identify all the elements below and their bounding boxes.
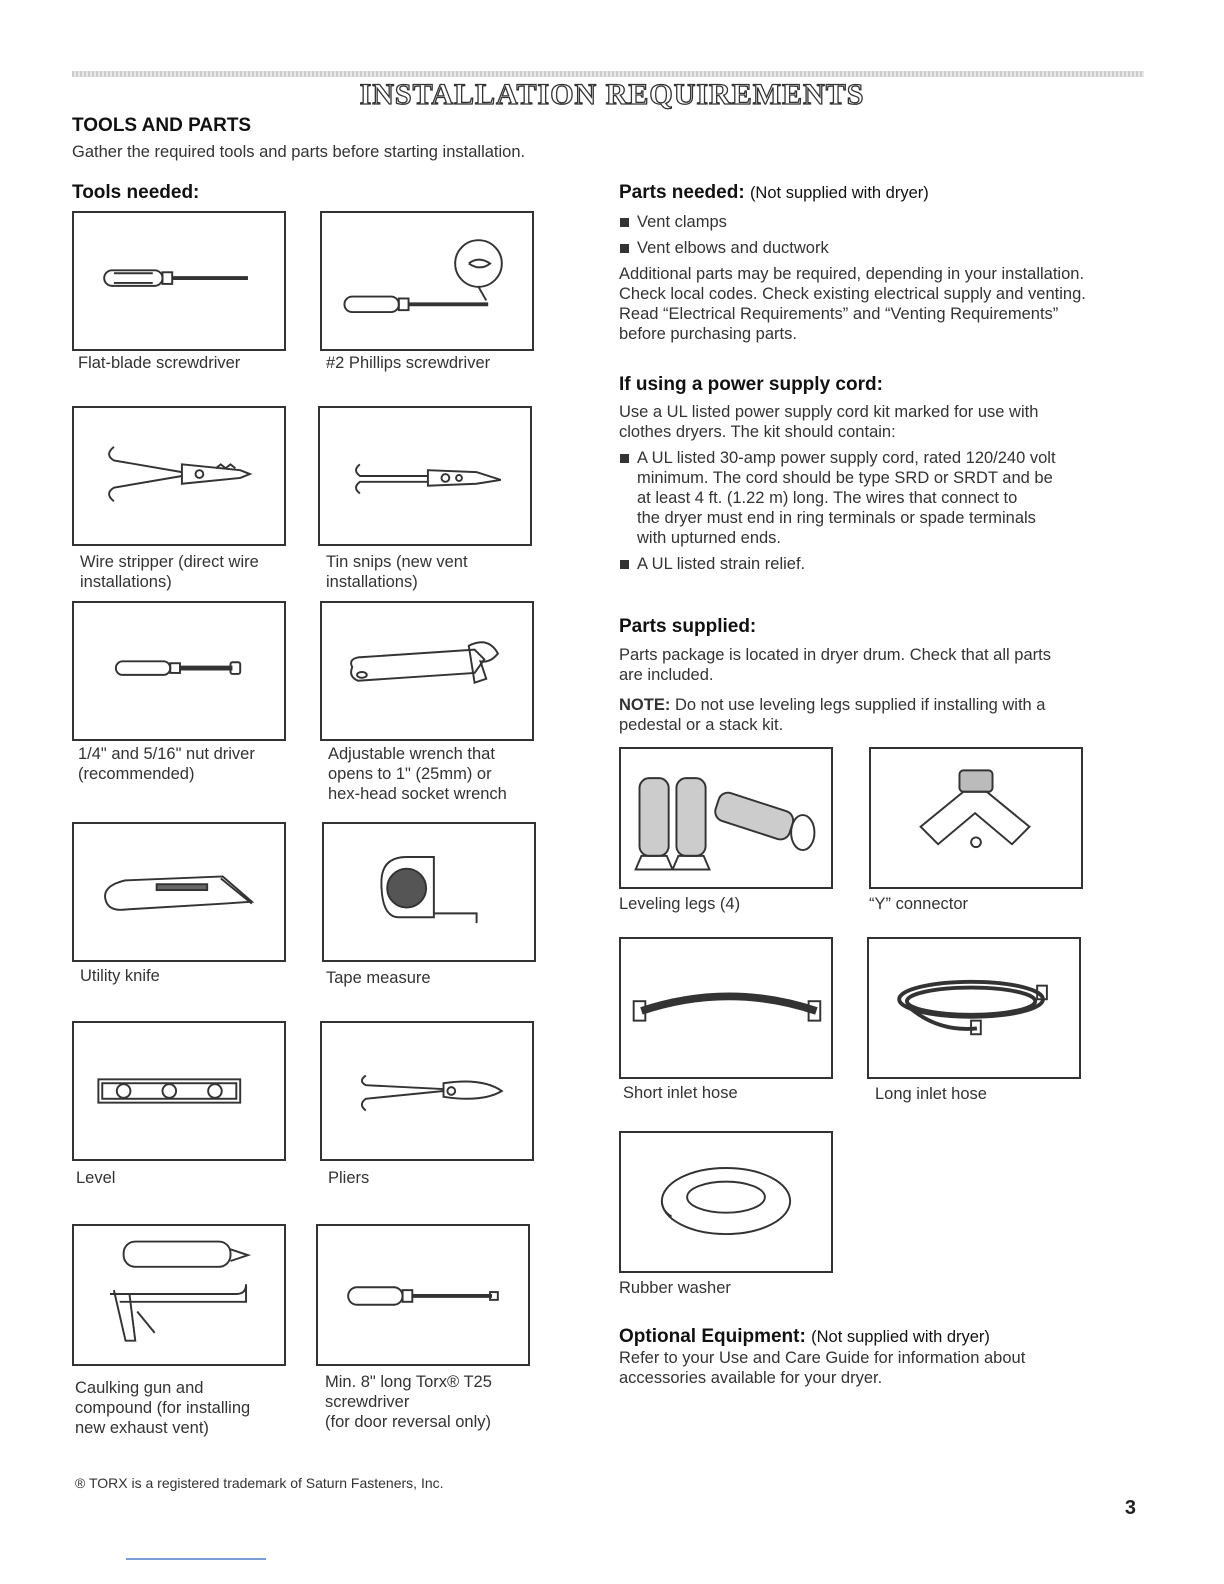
tape-measure-icon: [322, 822, 536, 962]
divider: [126, 1558, 266, 1560]
leveling-legs-icon: [619, 747, 833, 889]
tool-caption: Flat-blade screwdriver: [78, 354, 241, 372]
tin-snips-icon: [318, 406, 532, 546]
y-connector-icon: [869, 747, 1083, 889]
page-number: 3: [1124, 1497, 1136, 1519]
list-item: A UL listed 30-amp power supply cord, rated 120/240 volt minimum. The cord should be type SRD or SRDT and be at least 4 ft. (1.22 m) long. The wires that connect to the dryer must end in ring terminals or spade terminals with upturned ends.: [619, 448, 1139, 548]
tool-caption: Wire stripper (direct wire installations): [80, 553, 259, 591]
torx-screwdriver-icon: [316, 1224, 530, 1366]
part-caption: Short inlet hose: [623, 1084, 738, 1102]
tools-needed-heading: Tools needed:: [72, 182, 200, 203]
tools-and-parts-intro: Gather the required tools and parts before starting installation.: [72, 143, 526, 161]
tool-caption: Level: [76, 1169, 116, 1187]
utility-knife-icon: [72, 822, 286, 962]
pliers-icon: [320, 1021, 534, 1161]
list-item: A UL listed strain relief.: [619, 554, 1139, 574]
tool-caption: Tin snips (new vent installations): [326, 553, 468, 591]
parts-needed-list: [619, 212, 1139, 344]
footnote: ® TORX is a registered trademark of Saturn Fasteners, Inc.: [75, 1475, 444, 1491]
header-rule: [72, 71, 1144, 77]
long-inlet-hose-icon: [867, 937, 1081, 1079]
tool-caption: Caulking gun and compound (for installing new exhaust vent): [75, 1379, 251, 1437]
short-inlet-hose-icon: [619, 937, 833, 1079]
tool-caption: Tape measure: [326, 969, 431, 987]
parts-needed-note: Additional parts may be required, depending in your installation. Check local codes. Check existing electrical supply and venting. Read “Electrical Requirements” and “Venting Requirements” before purchasing parts.: [619, 265, 1086, 343]
rubber-washer-icon: [619, 1131, 833, 1273]
wire-stripper-icon: [72, 406, 286, 546]
optional-equipment-text: Refer to your Use and Care Guide for information about accessories available for your dryer.: [619, 1349, 1026, 1387]
part-caption: Leveling legs (4): [619, 895, 741, 913]
part-caption: Long inlet hose: [875, 1085, 987, 1103]
tool-caption: Pliers: [328, 1169, 370, 1187]
page-title: INSTALLATION REQUIREMENTS: [359, 78, 865, 111]
list-item: Vent clamps: [619, 212, 1139, 232]
tool-caption: Utility knife: [80, 967, 160, 985]
caulking-gun-icon: [72, 1224, 286, 1366]
power-cord-heading: If using a power supply cord:: [619, 374, 883, 395]
nut-driver-icon: [72, 601, 286, 741]
parts-supplied-heading: Parts supplied:: [619, 616, 757, 637]
tool-caption: Min. 8" long Torx® T25 screwdriver (for door reversal only): [325, 1373, 492, 1431]
tool-caption: #2 Phillips screwdriver: [326, 354, 491, 372]
flat-blade-screwdriver-icon: [72, 211, 286, 351]
parts-needed-heading: Parts needed: (Not supplied with dryer): [619, 182, 929, 203]
part-caption: Rubber washer: [619, 1279, 731, 1297]
optional-equipment-heading: Optional Equipment: (Not supplied with dryer): [619, 1326, 990, 1347]
tool-caption: Adjustable wrench that opens to 1" (25mm) or hex-head socket wrench: [328, 745, 507, 803]
tools-and-parts-heading: TOOLS AND PARTS: [72, 115, 252, 136]
adjustable-wrench-icon: [320, 601, 534, 741]
level-icon: [72, 1021, 286, 1161]
phillips-screwdriver-icon: [320, 211, 534, 351]
power-cord-section: Use a UL listed power supply cord kit marked for use with clothes dryers. The kit should contain: A UL listed 30-amp power supply cord, rated 120/240 volt minimum. The cord should be type SRD or SRDT and be at least 4 ft. (1.22 m) long. The wires that connect to the dryer must end in ring terminals or spade terminals with upturned ends. A UL listed strain relief.: [619, 402, 1139, 574]
list-item: Vent elbows and ductwork: [619, 238, 1139, 258]
part-caption: “Y” connector: [869, 895, 969, 913]
tool-caption: 1/4" and 5/16" nut driver (recommended): [78, 745, 255, 783]
parts-supplied-section: Parts package is located in dryer drum. Check that all parts are included. NOTE: Do not use leveling legs supplied if installing with a pedestal or a stack kit.: [619, 646, 1051, 734]
